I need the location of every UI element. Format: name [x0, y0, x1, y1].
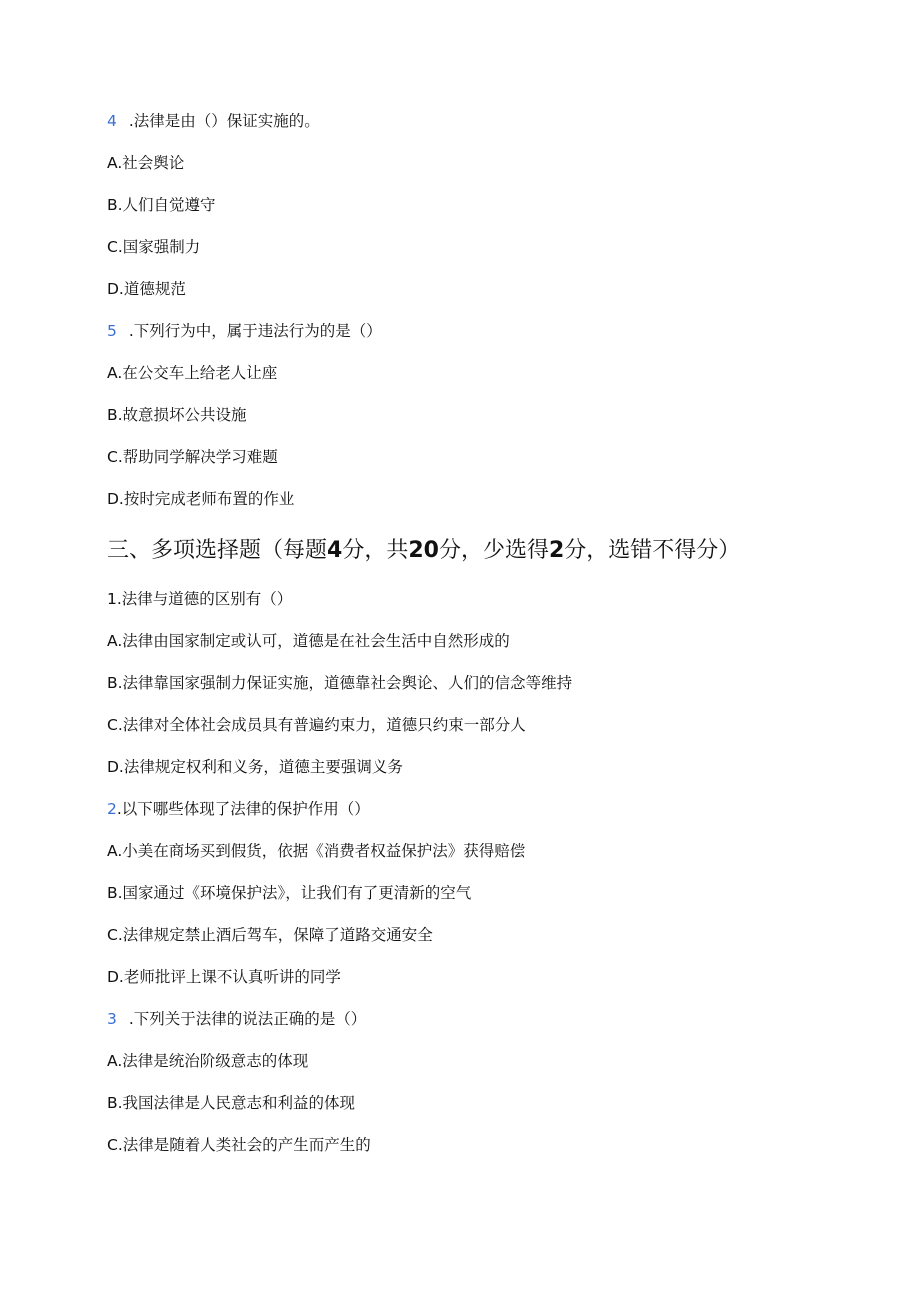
option-b: B.法律靠国家强制力保证实施，道德靠社会舆论、人们的信念等维持: [107, 674, 573, 692]
question-number: 3: [107, 1010, 117, 1028]
option-a: A.法律是统治阶级意志的体现: [107, 1052, 309, 1070]
question-4: [107, 111, 320, 131]
question-number: 4: [107, 112, 117, 130]
option-b: B.故意损坏公共设施: [107, 406, 247, 424]
question-5: [107, 321, 382, 341]
question-text: 1.法律与道德的区别有（）: [107, 590, 293, 608]
option-a: A.社会舆论: [107, 154, 185, 172]
option-d: D.按时完成老师布置的作业: [107, 490, 295, 508]
option-c: C.国家强制力: [107, 238, 201, 256]
option-a: A.法律由国家制定或认可，道德是在社会生活中自然形成的: [107, 632, 510, 650]
option-d: D.法律规定权利和义务，道德主要强调义务: [107, 758, 403, 776]
question-number: 2: [107, 800, 117, 818]
heading-text: 分，少选得: [438, 538, 549, 563]
option-c: C.法律对全体社会成员具有普遍约束力，道德只约束一部分人: [107, 716, 526, 734]
heading-number: 4: [327, 538, 343, 563]
multi-question-1: [107, 589, 292, 609]
option-b: B.人们自觉遵守: [107, 196, 216, 214]
section-heading: [107, 536, 740, 566]
question-text: .法律是由（）保证实施的。: [128, 112, 320, 130]
option-b: B.国家通过《环境保护法》，让我们有了更清新的空气: [107, 884, 472, 902]
option-c: C.帮助同学解决学习难题: [107, 448, 278, 466]
option-d: D.道德规范: [107, 280, 186, 298]
option-c: C.法律是随着人类社会的产生而产生的: [107, 1136, 371, 1154]
question-text: .以下哪些体现了法律的保护作用（）: [116, 800, 370, 818]
option-c: C.法律规定禁止酒后驾车，保障了道路交通安全: [107, 926, 433, 944]
heading-number: 2: [548, 538, 565, 563]
option-b: B.我国法律是人民意志和利益的体现: [107, 1094, 356, 1112]
question-text: .下列行为中，属于违法行为的是（）: [128, 322, 382, 340]
heading-number: 20: [408, 538, 439, 563]
option-a: A.在公交车上给老人让座: [107, 364, 278, 382]
heading-prefix: 三、多项选择题（每题: [107, 538, 328, 563]
multi-question-2: [107, 799, 370, 819]
question-text: .下列关于法律的说法正确的是（）: [128, 1010, 367, 1028]
heading-suffix: 分，选错不得分）: [564, 538, 741, 563]
option-d: D.老师批评上课不认真听讲的同学: [107, 968, 341, 986]
heading-text: 分，共: [342, 538, 409, 563]
question-number: 5: [107, 322, 117, 340]
multi-question-3: [107, 1009, 366, 1029]
option-a: A.小美在商场买到假货，依据《消费者权益保护法》获得赔偿: [107, 842, 526, 860]
